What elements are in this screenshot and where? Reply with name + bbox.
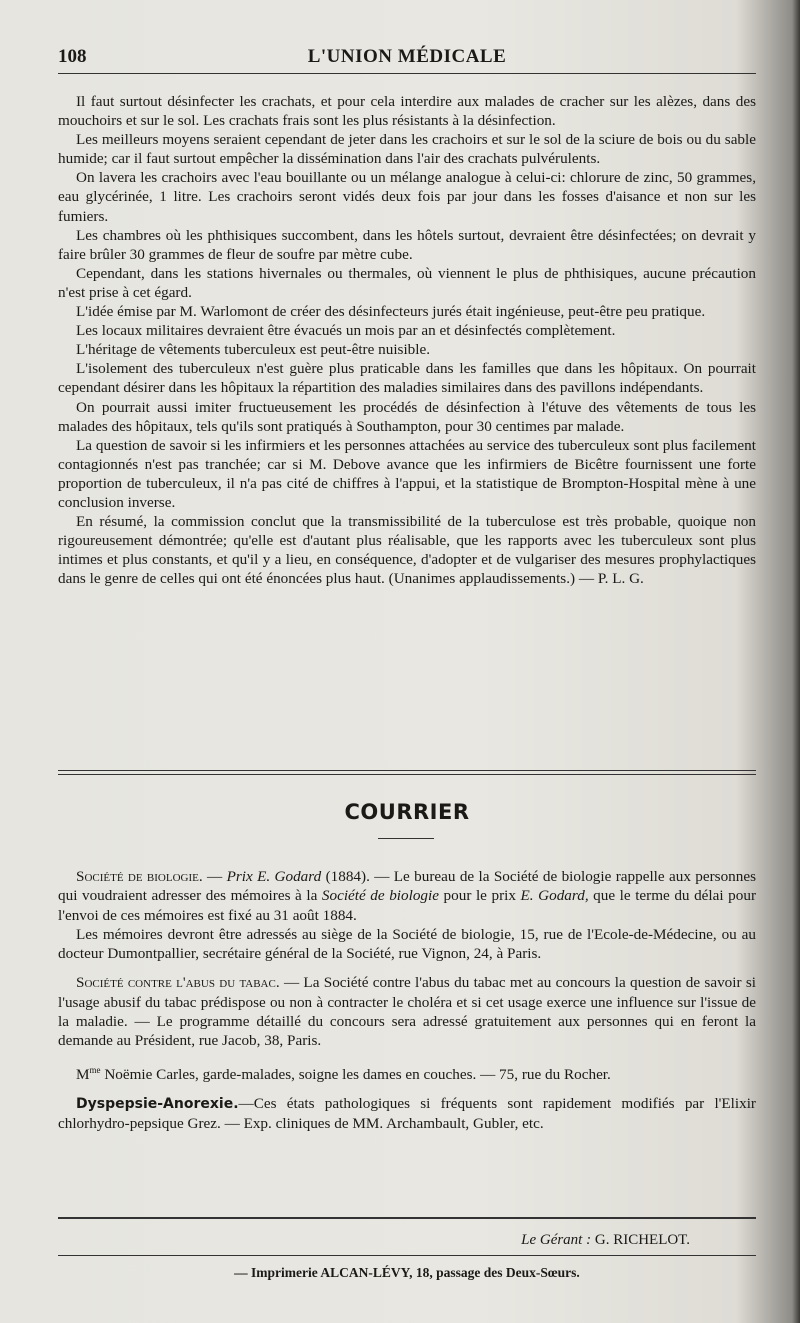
section-double-rule xyxy=(58,770,756,775)
paragraph: L'isolement des tuberculeux n'est guère plus praticable dans les familles que dans les hôpitaux. On pourrait cependant désirer dans les hôpitaux la répartition des maladies similaires dans des pavillons indépendants. xyxy=(58,360,756,397)
paragraph: Il faut surtout désinfecter les crachats, et pour cela interdire aux malades de cracher sur les alèzes, dans des mouchoirs et sur le sol. Les crachats frais sont les plus résistants à la désinfection. xyxy=(58,93,756,130)
paragraph: L'idée émise par M. Warlomont de créer des désinfecteurs jurés était ingénieuse, peut-être peu pratique. xyxy=(76,303,706,321)
paragraph: Cependant, dans les stations hivernales ou thermales, où viennent le plus de phthisiques, aucune précaution n'est prise à cet égard. xyxy=(58,264,756,301)
journal-title: L'UNION MÉDICALE xyxy=(307,46,507,67)
paragraph: Les meilleurs moyens seraient cependant de jeter dans les crachoirs et sur le sol de la sciure de bois ou du sable humide; car il faut surtout empêcher la dissémination dans l'air des crachats pulvérulents. xyxy=(58,131,756,168)
notice-tabac: Société contre l'abus du tabac. — La Société contre l'abus du tabac met au concours la question de savoir si l'usage abusif du tabac prédispose ou non à contracter le choléra et si cet usage exerce une influence sur l'issue de la maladie. — Le programme détaillé du concours sera adressé gratuitement aux personnes qui en feront la demande au Président, rue Jacob, 38, Paris. xyxy=(58,974,756,1050)
paragraph: En résumé, la commission conclut que la transmissibilité de la tuberculose est très probable, quoique non rigoureusement démontrée; qu'elle est d'autant plus réalisable, que les rapports avec les tuberculeux sont plus intimes et plus constants, et qu'il y a lieu, en conséquence, d'adopter et de vulgariser des mesures prophylactiques dans le genre de celles qui ont été énoncées plus haut. (Unanimes applaudissements.) — P. L. G. xyxy=(58,513,756,588)
footer-rule xyxy=(58,1217,756,1219)
gerant-signature: Le Gérant : G. RICHELOT. xyxy=(521,1232,690,1248)
paragraph: On lavera les crachoirs avec l'eau bouillante ou un mélange analogue à celui-ci: chlorure de zinc, 50 grammes, eau glycérinée, 1 litre. Les crachoirs seront vidés deux fois par jour dans les fosses d'aisance et non sur les fumiers. xyxy=(58,169,756,225)
courrier-body xyxy=(58,867,756,1134)
article-body xyxy=(58,92,756,588)
section-heading: COURRIER xyxy=(344,800,470,824)
page-number: 108 xyxy=(58,46,87,67)
paragraph: L'héritage de vêtements tuberculeux est peut-être nuisible. xyxy=(76,341,431,359)
running-header xyxy=(58,44,756,72)
paragraph: Les chambres où les phthisiques succombent, dans les hôtels surtout, devraient être désinfectées; on devrait y faire brûler 30 grammes de fleur de soufre par mètre cube. xyxy=(58,226,756,263)
notice-biologie: Société de biologie. — Prix E. Godard (1884). — Le bureau de la Société de biologie rappelle aux personnes qui voudraient adresser des mémoires à la Société de biologie pour le prix E. Godard, que le terme du délai pour l'envoi de ces mémoires est fixé au 31 août 1884. xyxy=(58,868,757,924)
prize-name: Prix E. Godard xyxy=(226,868,322,885)
printer-imprint: — Imprimerie ALCAN-LÉVY, 18, passage des Deux-Sœurs. xyxy=(234,1265,580,1280)
paragraph: On pourrait aussi imiter fructueusement les procédés de désinfection à l'étuve des vêtements de tous les malades des hôpitaux, tels qu'ils sont pratiqués à Southampton, pour 30 centimes par malade. xyxy=(58,398,756,435)
notice-biologie-address: Les mémoires devront être adressés au siège de la Société de biologie, 15, rue de l'Ecole-de-Médecine, ou au docteur Dumontpallier, secrétaire général de la Société, rue Vignon, 24, à Paris. xyxy=(58,925,756,963)
header-rule xyxy=(58,73,756,74)
notice-lead: Société de biologie. xyxy=(76,868,203,885)
heading-underline xyxy=(378,838,434,839)
notice-lead: Société contre l'abus du tabac. xyxy=(76,974,280,992)
advert-dyspepsie: Dyspepsie-Anorexie.—Ces états pathologiques si fréquents sont rapidement modifiés par l'Elixir chlorhydro-pepsique Grez. — Exp. cliniques de MM. Archambault, Gubler, etc. xyxy=(58,1095,756,1133)
paragraph: Les locaux militaires devraient être évacués un mois par an et désinfectés complètement. xyxy=(76,322,616,340)
notice-carles: $M^{me}$ Noëmie Carles, garde-malades, soigne les dames en couches. — 75, rue du Rocher. xyxy=(76,1064,611,1083)
advert-lead: Dyspepsie-Anorexie. xyxy=(76,1096,239,1113)
imprint-rule xyxy=(58,1255,756,1256)
paragraph: La question de savoir si les infirmiers et les personnes attachées au service des tuberculeux sont plus facilement contagionnés n'est pas tranchée; car si M. Debove avance que les infirmiers de Bicêtre fournissent une forte proportion de tuberculeux, il n'a pas cité de chiffres à l'appui, et la statistique de Brompton-Hospital mène à une conclusion inverse. xyxy=(58,436,756,511)
